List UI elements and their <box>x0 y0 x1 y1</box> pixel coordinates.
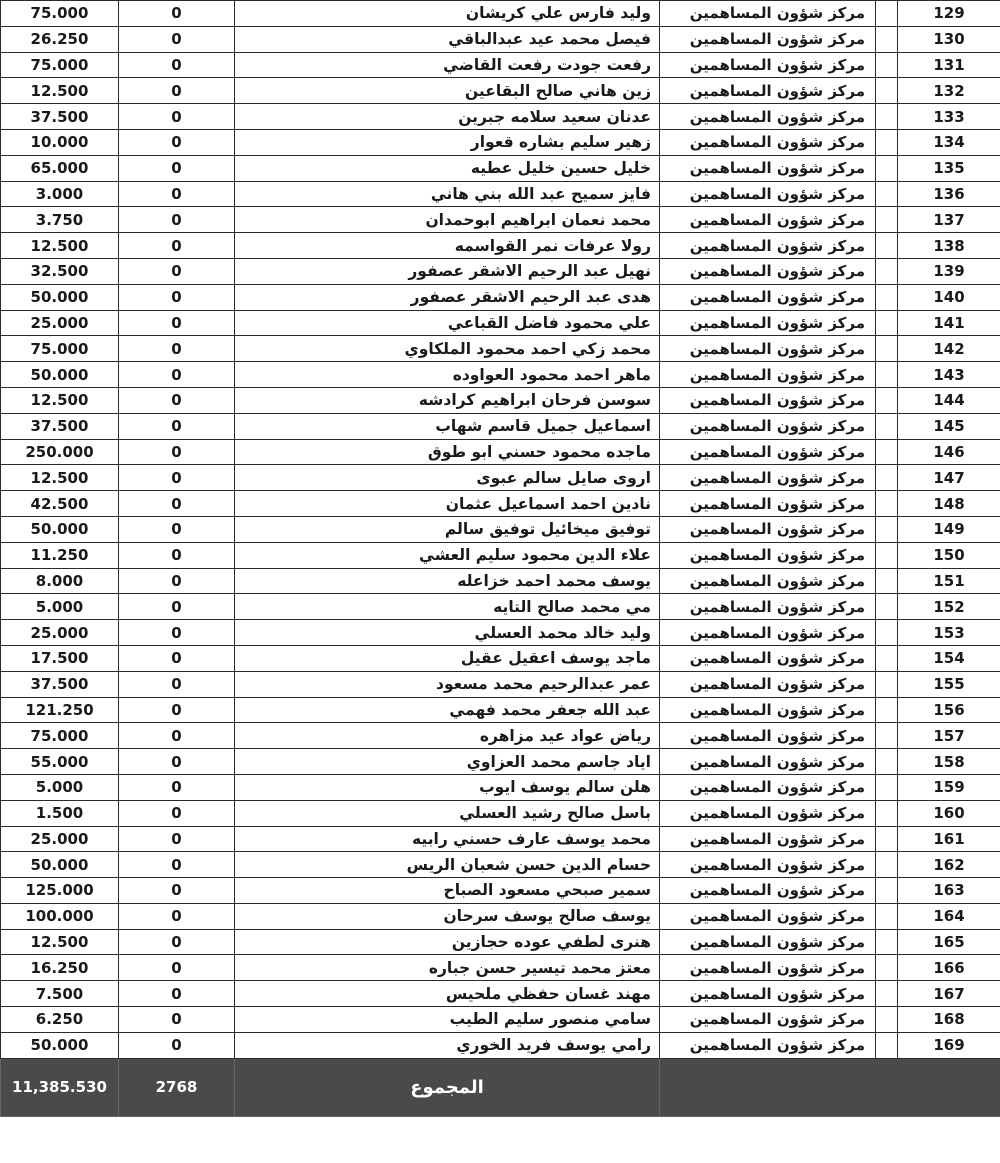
count-cell: 0 <box>119 155 235 181</box>
dept-cell: مركز شؤون المساهمين <box>660 1 876 27</box>
number-cell: 130 <box>898 26 1000 52</box>
gap-cell <box>876 671 898 697</box>
count-cell: 0 <box>119 516 235 542</box>
name-cell: اروى صايل سالم عبوى <box>235 465 660 491</box>
number-cell: 152 <box>898 594 1000 620</box>
number-cell: 157 <box>898 723 1000 749</box>
dept-cell: مركز شؤون المساهمين <box>660 413 876 439</box>
table-row <box>1 491 1000 517</box>
name-cell: عبد الله جعفر محمد فهمي <box>235 697 660 723</box>
dept-cell: مركز شؤون المساهمين <box>660 516 876 542</box>
number-cell: 138 <box>898 233 1000 259</box>
number-cell: 162 <box>898 852 1000 878</box>
name-cell: حسام الدين حسن شعبان الريس <box>235 852 660 878</box>
amount-cell: 100.000 <box>1 903 119 929</box>
name-cell: زهير سليم بشاره قعوار <box>235 129 660 155</box>
amount-cell: 11.250 <box>1 542 119 568</box>
dept-cell: مركز شؤون المساهمين <box>660 181 876 207</box>
dept-cell: مركز شؤون المساهمين <box>660 929 876 955</box>
number-cell: 155 <box>898 671 1000 697</box>
gap-cell <box>876 1032 898 1058</box>
number-cell: 158 <box>898 749 1000 775</box>
table-row <box>1 258 1000 284</box>
gap-cell <box>876 723 898 749</box>
name-cell: نهيل عبد الرحيم الاشقر عصفور <box>235 258 660 284</box>
dept-cell: مركز شؤون المساهمين <box>660 749 876 775</box>
number-cell: 146 <box>898 439 1000 465</box>
number-cell: 148 <box>898 491 1000 517</box>
amount-cell: 12.500 <box>1 233 119 259</box>
table-row <box>1 671 1000 697</box>
number-cell: 133 <box>898 104 1000 130</box>
amount-cell: 3.000 <box>1 181 119 207</box>
number-cell: 168 <box>898 1007 1000 1033</box>
count-cell: 0 <box>119 981 235 1007</box>
count-cell: 0 <box>119 671 235 697</box>
amount-cell: 55.000 <box>1 749 119 775</box>
gap-cell <box>876 955 898 981</box>
name-cell: محمد نعمان ابراهيم ابوحمدان <box>235 207 660 233</box>
gap-cell <box>876 594 898 620</box>
table-row <box>1 852 1000 878</box>
dept-cell: مركز شؤون المساهمين <box>660 568 876 594</box>
number-cell: 145 <box>898 413 1000 439</box>
gap-cell <box>876 878 898 904</box>
name-cell: ماهر احمد محمود العواوده <box>235 362 660 388</box>
count-cell: 0 <box>119 336 235 362</box>
gap-cell <box>876 310 898 336</box>
count-cell: 0 <box>119 491 235 517</box>
gap-cell <box>876 26 898 52</box>
table-row <box>1 129 1000 155</box>
amount-cell: 25.000 <box>1 310 119 336</box>
gap-cell <box>876 852 898 878</box>
amount-cell: 50.000 <box>1 852 119 878</box>
gap-cell <box>876 129 898 155</box>
dept-cell: مركز شؤون المساهمين <box>660 620 876 646</box>
count-cell: 0 <box>119 568 235 594</box>
gap-cell <box>876 981 898 1007</box>
table-row <box>1 568 1000 594</box>
count-cell: 0 <box>119 104 235 130</box>
name-cell: علاء الدين محمود سليم العشي <box>235 542 660 568</box>
count-cell: 0 <box>119 645 235 671</box>
gap-cell <box>876 284 898 310</box>
amount-cell: 26.250 <box>1 26 119 52</box>
number-cell: 166 <box>898 955 1000 981</box>
gap-cell <box>876 620 898 646</box>
name-cell: فايز سميح عبد الله بني هاني <box>235 181 660 207</box>
number-cell: 156 <box>898 697 1000 723</box>
number-cell: 154 <box>898 645 1000 671</box>
amount-cell: 7.500 <box>1 981 119 1007</box>
number-cell: 140 <box>898 284 1000 310</box>
amount-cell: 75.000 <box>1 336 119 362</box>
dept-cell: مركز شؤون المساهمين <box>660 439 876 465</box>
gap-cell <box>876 800 898 826</box>
count-cell: 0 <box>119 1032 235 1058</box>
number-cell: 151 <box>898 568 1000 594</box>
count-cell: 0 <box>119 233 235 259</box>
dept-cell: مركز شؤون المساهمين <box>660 594 876 620</box>
number-cell: 150 <box>898 542 1000 568</box>
dept-cell: مركز شؤون المساهمين <box>660 878 876 904</box>
table-row <box>1 800 1000 826</box>
amount-cell: 12.500 <box>1 929 119 955</box>
number-cell: 153 <box>898 620 1000 646</box>
count-cell: 0 <box>119 542 235 568</box>
count-cell: 0 <box>119 878 235 904</box>
gap-cell <box>876 439 898 465</box>
gap-cell <box>876 1007 898 1033</box>
table-row <box>1 336 1000 362</box>
amount-cell: 121.250 <box>1 697 119 723</box>
dept-cell: مركز شؤون المساهمين <box>660 258 876 284</box>
total-blank <box>660 1058 1000 1116</box>
count-cell: 0 <box>119 749 235 775</box>
table-row <box>1 1032 1000 1058</box>
name-cell: باسل صالح رشيد العسلي <box>235 800 660 826</box>
table-row <box>1 749 1000 775</box>
name-cell: هدى عبد الرحيم الاشقر عصفور <box>235 284 660 310</box>
name-cell: سامي منصور سليم الطيب <box>235 1007 660 1033</box>
name-cell: علي محمود فاضل القباعي <box>235 310 660 336</box>
table-row <box>1 723 1000 749</box>
total-amount: 11,385.530 <box>1 1058 119 1116</box>
total-row <box>1 1058 1000 1116</box>
gap-cell <box>876 258 898 284</box>
amount-cell: 32.500 <box>1 258 119 284</box>
dept-cell: مركز شؤون المساهمين <box>660 155 876 181</box>
amount-cell: 50.000 <box>1 362 119 388</box>
dept-cell: مركز شؤون المساهمين <box>660 800 876 826</box>
amount-cell: 75.000 <box>1 52 119 78</box>
amount-cell: 3.750 <box>1 207 119 233</box>
table-row <box>1 310 1000 336</box>
name-cell: ماجده محمود حسني ابو طوق <box>235 439 660 465</box>
table-row <box>1 594 1000 620</box>
table-row <box>1 413 1000 439</box>
table-row <box>1 620 1000 646</box>
amount-cell: 16.250 <box>1 955 119 981</box>
count-cell: 0 <box>119 723 235 749</box>
number-cell: 165 <box>898 929 1000 955</box>
dept-cell: مركز شؤون المساهمين <box>660 955 876 981</box>
name-cell: توفيق ميخائيل توفيق سالم <box>235 516 660 542</box>
dept-cell: مركز شؤون المساهمين <box>660 697 876 723</box>
gap-cell <box>876 516 898 542</box>
count-cell: 0 <box>119 181 235 207</box>
name-cell: محمد يوسف عارف حسني رابيه <box>235 826 660 852</box>
count-cell: 0 <box>119 310 235 336</box>
number-cell: 142 <box>898 336 1000 362</box>
gap-cell <box>876 749 898 775</box>
count-cell: 0 <box>119 1 235 27</box>
dept-cell: مركز شؤون المساهمين <box>660 645 876 671</box>
name-cell: رامي يوسف فريد الخوري <box>235 1032 660 1058</box>
table-row <box>1 207 1000 233</box>
name-cell: وليد فارس علي كريشان <box>235 1 660 27</box>
count-cell: 0 <box>119 826 235 852</box>
gap-cell <box>876 387 898 413</box>
table-row <box>1 826 1000 852</box>
table-row <box>1 1 1000 27</box>
count-cell: 0 <box>119 284 235 310</box>
amount-cell: 250.000 <box>1 439 119 465</box>
gap-cell <box>876 413 898 439</box>
gap-cell <box>876 52 898 78</box>
number-cell: 139 <box>898 258 1000 284</box>
number-cell: 136 <box>898 181 1000 207</box>
table-row <box>1 155 1000 181</box>
amount-cell: 5.000 <box>1 594 119 620</box>
gap-cell <box>876 104 898 130</box>
name-cell: اياد جاسم محمد العزاوي <box>235 749 660 775</box>
amount-cell: 50.000 <box>1 284 119 310</box>
gap-cell <box>876 155 898 181</box>
table-row <box>1 542 1000 568</box>
name-cell: محمد زكي احمد محمود الملكاوي <box>235 336 660 362</box>
amount-cell: 75.000 <box>1 723 119 749</box>
dept-cell: مركز شؤون المساهمين <box>660 981 876 1007</box>
amount-cell: 10.000 <box>1 129 119 155</box>
amount-cell: 65.000 <box>1 155 119 181</box>
name-cell: رفعت جودت رفعت القاضي <box>235 52 660 78</box>
name-cell: عمر عبدالرحيم محمد مسعود <box>235 671 660 697</box>
table-row <box>1 181 1000 207</box>
amount-cell: 37.500 <box>1 104 119 130</box>
table-row <box>1 104 1000 130</box>
dept-cell: مركز شؤون المساهمين <box>660 336 876 362</box>
total-count: 2768 <box>119 1058 235 1116</box>
gap-cell <box>876 233 898 259</box>
count-cell: 0 <box>119 955 235 981</box>
table-row <box>1 465 1000 491</box>
gap-cell <box>876 181 898 207</box>
count-cell: 0 <box>119 129 235 155</box>
table-row <box>1 284 1000 310</box>
number-cell: 143 <box>898 362 1000 388</box>
dept-cell: مركز شؤون المساهمين <box>660 284 876 310</box>
amount-cell: 17.500 <box>1 645 119 671</box>
amount-cell: 12.500 <box>1 387 119 413</box>
count-cell: 0 <box>119 207 235 233</box>
count-cell: 0 <box>119 852 235 878</box>
table-row <box>1 78 1000 104</box>
name-cell: وليد خالد محمد العسلي <box>235 620 660 646</box>
amount-cell: 12.500 <box>1 78 119 104</box>
number-cell: 160 <box>898 800 1000 826</box>
table-row <box>1 362 1000 388</box>
dept-cell: مركز شؤون المساهمين <box>660 52 876 78</box>
gap-cell <box>876 697 898 723</box>
count-cell: 0 <box>119 594 235 620</box>
amount-cell: 6.250 <box>1 1007 119 1033</box>
table-body <box>1 1 1000 1059</box>
dept-cell: مركز شؤون المساهمين <box>660 542 876 568</box>
table-row <box>1 774 1000 800</box>
number-cell: 159 <box>898 774 1000 800</box>
name-cell: سمير صبحي مسعود الصباح <box>235 878 660 904</box>
amount-cell: 1.500 <box>1 800 119 826</box>
amount-cell: 42.500 <box>1 491 119 517</box>
gap-cell <box>876 1 898 27</box>
gap-cell <box>876 903 898 929</box>
table-row <box>1 387 1000 413</box>
amount-cell: 37.500 <box>1 671 119 697</box>
name-cell: مهند غسان حفظي ملحيس <box>235 981 660 1007</box>
name-cell: نادين احمد اسماعيل عثمان <box>235 491 660 517</box>
dept-cell: مركز شؤون المساهمين <box>660 723 876 749</box>
gap-cell <box>876 826 898 852</box>
count-cell: 0 <box>119 52 235 78</box>
table-row <box>1 981 1000 1007</box>
number-cell: 169 <box>898 1032 1000 1058</box>
gap-cell <box>876 542 898 568</box>
dept-cell: مركز شؤون المساهمين <box>660 491 876 517</box>
dept-cell: مركز شؤون المساهمين <box>660 465 876 491</box>
amount-cell: 25.000 <box>1 826 119 852</box>
count-cell: 0 <box>119 620 235 646</box>
gap-cell <box>876 336 898 362</box>
number-cell: 129 <box>898 1 1000 27</box>
count-cell: 0 <box>119 697 235 723</box>
gap-cell <box>876 207 898 233</box>
dept-cell: مركز شؤون المساهمين <box>660 852 876 878</box>
number-cell: 134 <box>898 129 1000 155</box>
dept-cell: مركز شؤون المساهمين <box>660 129 876 155</box>
name-cell: ماجد يوسف اعقيل عقيل <box>235 645 660 671</box>
dept-cell: مركز شؤون المساهمين <box>660 310 876 336</box>
gap-cell <box>876 362 898 388</box>
table-row <box>1 1007 1000 1033</box>
name-cell: زين هاني صالح البقاعين <box>235 78 660 104</box>
dept-cell: مركز شؤون المساهمين <box>660 1007 876 1033</box>
dept-cell: مركز شؤون المساهمين <box>660 774 876 800</box>
dept-cell: مركز شؤون المساهمين <box>660 104 876 130</box>
number-cell: 161 <box>898 826 1000 852</box>
count-cell: 0 <box>119 903 235 929</box>
number-cell: 141 <box>898 310 1000 336</box>
number-cell: 144 <box>898 387 1000 413</box>
dept-cell: مركز شؤون المساهمين <box>660 1032 876 1058</box>
count-cell: 0 <box>119 387 235 413</box>
number-cell: 164 <box>898 903 1000 929</box>
amount-cell: 25.000 <box>1 620 119 646</box>
dept-cell: مركز شؤون المساهمين <box>660 207 876 233</box>
count-cell: 0 <box>119 26 235 52</box>
number-cell: 137 <box>898 207 1000 233</box>
amount-cell: 125.000 <box>1 878 119 904</box>
amount-cell: 50.000 <box>1 516 119 542</box>
count-cell: 0 <box>119 929 235 955</box>
count-cell: 0 <box>119 362 235 388</box>
dept-cell: مركز شؤون المساهمين <box>660 362 876 388</box>
name-cell: خليل حسين خليل عطيه <box>235 155 660 181</box>
count-cell: 0 <box>119 774 235 800</box>
table-row <box>1 929 1000 955</box>
amount-cell: 75.000 <box>1 1 119 27</box>
name-cell: رياض عواد عيد مزاهره <box>235 723 660 749</box>
count-cell: 0 <box>119 258 235 284</box>
table-row <box>1 903 1000 929</box>
dept-cell: مركز شؤون المساهمين <box>660 671 876 697</box>
count-cell: 0 <box>119 800 235 826</box>
dept-cell: مركز شؤون المساهمين <box>660 26 876 52</box>
table-row <box>1 878 1000 904</box>
dept-cell: مركز شؤون المساهمين <box>660 826 876 852</box>
total-label: المجموع <box>235 1058 660 1116</box>
gap-cell <box>876 774 898 800</box>
name-cell: اسماعيل جميل قاسم شهاب <box>235 413 660 439</box>
name-cell: يوسف محمد احمد خزاعله <box>235 568 660 594</box>
number-cell: 135 <box>898 155 1000 181</box>
dept-cell: مركز شؤون المساهمين <box>660 387 876 413</box>
name-cell: عدنان سعيد سلامه جبرين <box>235 104 660 130</box>
number-cell: 131 <box>898 52 1000 78</box>
amount-cell: 50.000 <box>1 1032 119 1058</box>
table-row <box>1 516 1000 542</box>
number-cell: 167 <box>898 981 1000 1007</box>
dept-cell: مركز شؤون المساهمين <box>660 233 876 259</box>
name-cell: رولا عرفات نمر القواسمه <box>235 233 660 259</box>
number-cell: 149 <box>898 516 1000 542</box>
number-cell: 163 <box>898 878 1000 904</box>
count-cell: 0 <box>119 465 235 491</box>
gap-cell <box>876 78 898 104</box>
amount-cell: 12.500 <box>1 465 119 491</box>
name-cell: مي محمد صالح التايه <box>235 594 660 620</box>
table-row <box>1 26 1000 52</box>
gap-cell <box>876 929 898 955</box>
amount-cell: 37.500 <box>1 413 119 439</box>
count-cell: 0 <box>119 1007 235 1033</box>
name-cell: هنرى لطفي عوده حجازين <box>235 929 660 955</box>
table-row <box>1 645 1000 671</box>
gap-cell <box>876 465 898 491</box>
number-cell: 147 <box>898 465 1000 491</box>
table-row <box>1 439 1000 465</box>
count-cell: 0 <box>119 78 235 104</box>
dept-cell: مركز شؤون المساهمين <box>660 78 876 104</box>
table-row <box>1 697 1000 723</box>
gap-cell <box>876 491 898 517</box>
name-cell: معتز محمد تيسير حسن جباره <box>235 955 660 981</box>
count-cell: 0 <box>119 413 235 439</box>
gap-cell <box>876 645 898 671</box>
gap-cell <box>876 568 898 594</box>
amount-cell: 5.000 <box>1 774 119 800</box>
amount-cell: 8.000 <box>1 568 119 594</box>
name-cell: سوسن فرحان ابراهيم كرادشه <box>235 387 660 413</box>
table-row <box>1 52 1000 78</box>
table-row <box>1 233 1000 259</box>
name-cell: فيصل محمد عيد عبدالباقي <box>235 26 660 52</box>
dept-cell: مركز شؤون المساهمين <box>660 903 876 929</box>
count-cell: 0 <box>119 439 235 465</box>
name-cell: يوسف صالح يوسف سرحان <box>235 903 660 929</box>
name-cell: هلن سالم يوسف ايوب <box>235 774 660 800</box>
table-row <box>1 955 1000 981</box>
number-cell: 132 <box>898 78 1000 104</box>
